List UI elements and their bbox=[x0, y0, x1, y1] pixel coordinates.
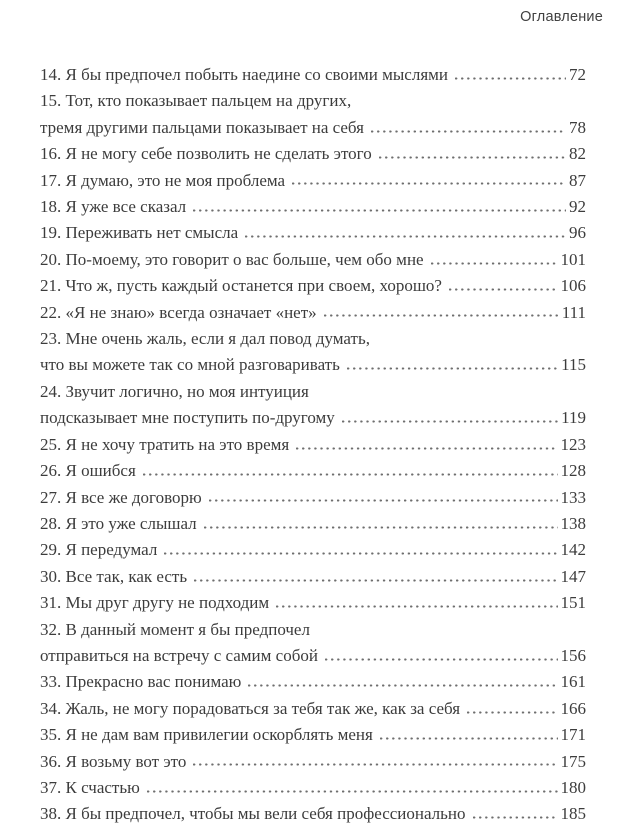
toc-entry-line bbox=[40, 115, 586, 141]
dot-leader bbox=[248, 683, 557, 687]
toc-entry bbox=[40, 88, 586, 141]
toc-entry-page-number: 92 bbox=[569, 197, 586, 217]
dot-leader bbox=[245, 234, 566, 238]
toc-entry-page-number: 128 bbox=[560, 461, 586, 481]
toc-entry-page-number: 82 bbox=[569, 144, 586, 164]
toc-entry bbox=[40, 326, 586, 379]
dot-leader bbox=[209, 499, 558, 503]
toc-entry-line bbox=[40, 88, 586, 114]
toc-entry-page-number: 147 bbox=[560, 566, 586, 586]
toc-entry-page-number: 138 bbox=[560, 513, 586, 533]
toc-entry-title: 34. Жаль, не могу порадоваться за тебя так же, как за себя bbox=[40, 698, 461, 718]
toc-entry-title: 18. Я уже все сказал bbox=[40, 197, 187, 217]
toc-entry-title: 22. «Я не знаю» всегда означает «нет» bbox=[40, 302, 317, 322]
toc-entry-title: 21. Что ж, пусть каждый останется при своем, хорошо? bbox=[40, 276, 442, 296]
toc-entry-page-number: 180 bbox=[560, 777, 586, 797]
toc-entry-page-number: 78 bbox=[569, 117, 586, 137]
toc-entry bbox=[40, 247, 586, 273]
toc-entry-title: 16. Я не могу себе позволить не сделать этого bbox=[40, 144, 372, 164]
toc-entry-line bbox=[40, 643, 586, 669]
toc-entry-line bbox=[40, 220, 586, 246]
dot-leader bbox=[347, 366, 558, 370]
toc-entry-title: 25. Я не хочу тратить на это время bbox=[40, 434, 290, 454]
toc-entry-line bbox=[40, 537, 586, 563]
toc-entry-line bbox=[40, 696, 586, 722]
toc-entry-line bbox=[40, 432, 586, 458]
toc-entry bbox=[40, 537, 586, 563]
dot-leader bbox=[276, 604, 557, 608]
toc-entry-title: 20. По-моему, это говорит о вас больше, чем обо мне bbox=[40, 249, 424, 269]
toc-entry-page-number: 115 bbox=[561, 355, 586, 375]
toc-entry-title: 14. Я бы предпочел побыть наедине со своими мыслями bbox=[40, 65, 449, 84]
toc-entry bbox=[40, 485, 586, 511]
toc-entry bbox=[40, 722, 586, 748]
toc-entry bbox=[40, 168, 586, 194]
toc-entry bbox=[40, 62, 586, 88]
toc-entry bbox=[40, 432, 586, 458]
toc-entry-line bbox=[40, 669, 586, 695]
toc-entry-line bbox=[40, 749, 586, 775]
toc-entry-page-number: 166 bbox=[560, 698, 586, 718]
dot-leader bbox=[449, 287, 558, 291]
toc-entry bbox=[40, 696, 586, 722]
toc-entry-page-number: 111 bbox=[561, 302, 586, 322]
toc-entry bbox=[40, 300, 586, 326]
toc-entry bbox=[40, 194, 586, 220]
dot-leader bbox=[292, 182, 566, 186]
toc-entry-page-number: 87 bbox=[569, 170, 586, 190]
toc-entry-title: 27. Я все же договорю bbox=[40, 487, 202, 507]
dot-leader bbox=[193, 763, 557, 767]
toc-entry-line bbox=[40, 379, 586, 405]
running-header bbox=[40, 9, 603, 25]
toc-entry-line bbox=[40, 590, 586, 616]
toc-entry-title: тремя другими пальцами показывает на себя bbox=[40, 117, 364, 137]
toc-entry-title: подсказывает мне поступить по-другому bbox=[40, 408, 335, 428]
toc-entry-page-number: 175 bbox=[560, 751, 586, 771]
toc-entry-line bbox=[40, 168, 586, 194]
toc-entry-title: 26. Я ошибся bbox=[40, 461, 136, 481]
dot-leader bbox=[467, 710, 557, 714]
toc-entry bbox=[40, 801, 586, 827]
toc-entry-title: 38. Я бы предпочел, чтобы мы вели себя профессионально bbox=[40, 804, 466, 824]
dot-leader bbox=[164, 551, 557, 555]
toc-entry-title: 28. Я это уже слышал bbox=[40, 513, 197, 533]
dot-leader bbox=[431, 261, 558, 265]
toc-entry bbox=[40, 590, 586, 616]
toc-entry-page-number: 123 bbox=[560, 434, 586, 454]
toc-entry-page-number: 101 bbox=[560, 249, 586, 269]
toc-entry-title: 31. Мы друг другу не подходим bbox=[40, 593, 270, 613]
toc-entry-page-number: 119 bbox=[561, 408, 586, 428]
toc-entry-line bbox=[40, 300, 586, 326]
toc-entry-line bbox=[40, 326, 586, 352]
toc-entry-line bbox=[40, 801, 586, 827]
page-header-title: Оглавление bbox=[520, 9, 603, 25]
toc-entry-line bbox=[40, 775, 586, 801]
dot-leader bbox=[296, 446, 557, 450]
dot-leader bbox=[379, 155, 566, 159]
toc-entry-title: 35. Я не дам вам привилегии оскорблять меня bbox=[40, 725, 373, 745]
toc-entry-title: 15. Тот, кто показывает пальцем на других, bbox=[40, 91, 352, 111]
toc-entry-page-number: 96 bbox=[569, 223, 586, 243]
toc-entry-page-number: 161 bbox=[560, 672, 586, 692]
toc-entry-line bbox=[40, 511, 586, 537]
toc-entry-title: 24. Звучит логично, но моя интуиция bbox=[40, 381, 309, 401]
toc-entry-line bbox=[40, 617, 586, 643]
toc-entry-title: 19. Переживать нет смысла bbox=[40, 223, 239, 243]
dot-leader bbox=[143, 472, 558, 476]
toc-entry bbox=[40, 669, 586, 695]
toc-entry-line bbox=[40, 141, 586, 167]
toc-entry-line bbox=[40, 485, 586, 511]
toc-entry-title: 29. Я передумал bbox=[40, 540, 158, 560]
toc-list bbox=[40, 62, 586, 828]
toc-entry-line bbox=[40, 352, 586, 378]
toc-entry-line bbox=[40, 62, 586, 88]
toc-entry-page-number: 151 bbox=[560, 593, 586, 613]
dot-leader bbox=[380, 736, 558, 740]
toc-entry bbox=[40, 379, 586, 432]
toc-entry-title: отправиться на встречу с самим собой bbox=[40, 645, 318, 665]
toc-entry bbox=[40, 141, 586, 167]
toc-entry-page-number: 171 bbox=[560, 725, 586, 745]
toc-entry-page-number: 142 bbox=[560, 540, 586, 560]
toc-entry-title: что вы можете так со мной разговаривать bbox=[40, 355, 340, 375]
toc-entry-page-number: 156 bbox=[560, 645, 586, 665]
toc-entry bbox=[40, 511, 586, 537]
dot-leader bbox=[342, 419, 558, 423]
dot-leader bbox=[324, 314, 559, 318]
toc-entry-title: 32. В данный момент я бы предпочел bbox=[40, 619, 310, 639]
toc-entry-title: 23. Мне очень жаль, если я дал повод думать, bbox=[40, 329, 370, 349]
toc-entry bbox=[40, 749, 586, 775]
toc-entry-line bbox=[40, 458, 586, 484]
toc-entry-line bbox=[40, 273, 586, 299]
dot-leader bbox=[204, 525, 558, 529]
toc-entry-page-number: 72 bbox=[569, 65, 586, 84]
toc-entry-page-number: 185 bbox=[560, 804, 586, 824]
dot-leader bbox=[325, 657, 558, 661]
toc-entry bbox=[40, 775, 586, 801]
toc-entry-page-number: 106 bbox=[560, 276, 586, 296]
dot-leader bbox=[455, 76, 566, 80]
toc-entry-title: 17. Я думаю, это не моя проблема bbox=[40, 170, 286, 190]
toc-entry-line bbox=[40, 247, 586, 273]
toc-entry-line bbox=[40, 405, 586, 431]
dot-leader bbox=[194, 578, 557, 582]
toc-entry bbox=[40, 220, 586, 246]
toc-entry bbox=[40, 617, 586, 670]
toc-entry-line bbox=[40, 722, 586, 748]
toc-entry-title: 33. Прекрасно вас понимаю bbox=[40, 672, 242, 692]
dot-leader bbox=[147, 789, 558, 793]
toc-entry-title: 36. Я возьму вот это bbox=[40, 751, 187, 771]
toc-entry-title: 30. Все так, как есть bbox=[40, 566, 188, 586]
toc-entry-line bbox=[40, 194, 586, 220]
toc-entry bbox=[40, 458, 586, 484]
dot-leader bbox=[473, 815, 558, 819]
toc-entry-title: 37. К счастью bbox=[40, 777, 140, 797]
toc-entry-page-number: 133 bbox=[560, 487, 586, 507]
toc-entry bbox=[40, 273, 586, 299]
toc-entry-line bbox=[40, 564, 586, 590]
dot-leader bbox=[193, 208, 566, 212]
dot-leader bbox=[371, 129, 566, 133]
toc-entry bbox=[40, 564, 586, 590]
